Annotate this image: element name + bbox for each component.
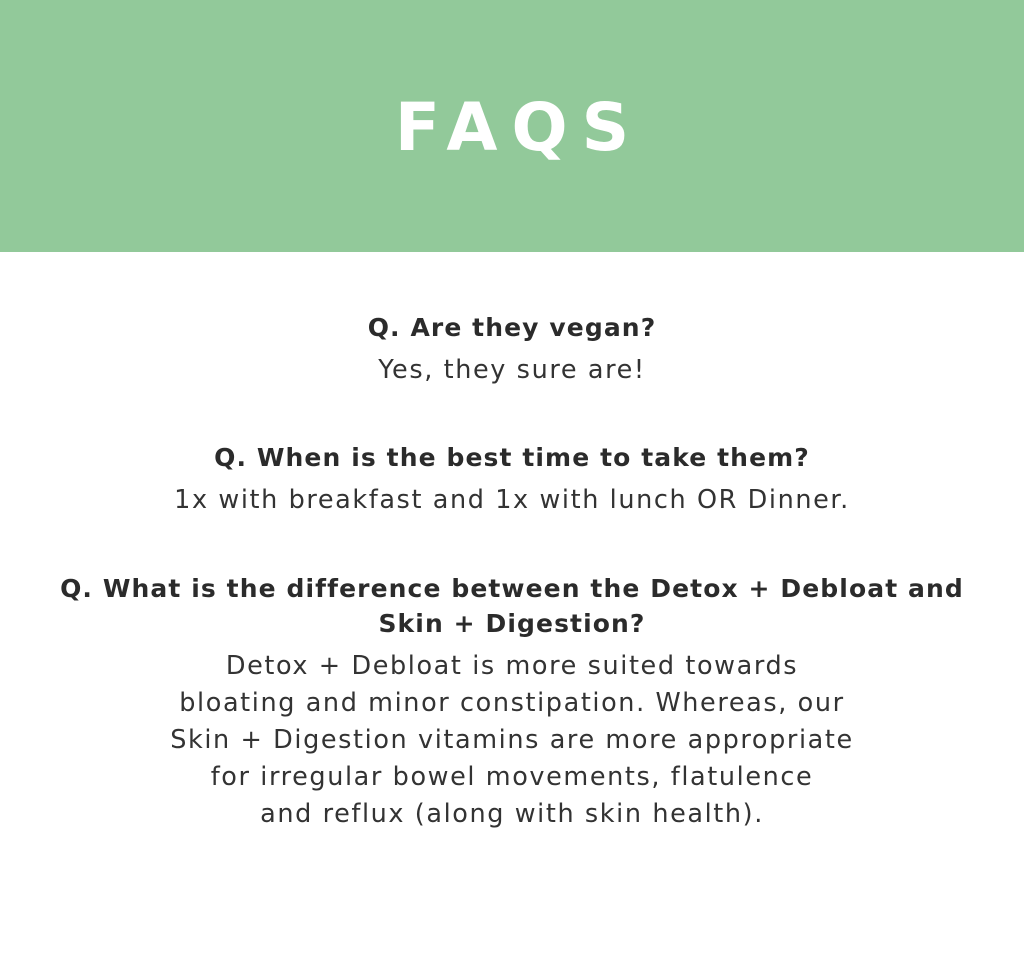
- faq-content: [0, 310, 1024, 833]
- faq-answer-3-line-1: Detox + Debloat is more suited towards: [225, 650, 799, 681]
- faq-answer-3-line-5: and reflux (along with skin health).: [260, 798, 764, 829]
- faq-question-3: [52, 571, 972, 642]
- faq-question-3-line-1: Q. What is the difference between the: [60, 573, 641, 603]
- faq-answer-2-line-1: 1x with breakfast and 1x with lunch OR Dinner.: [174, 484, 850, 515]
- page-title: FAQS: [394, 89, 644, 166]
- faq-question-3-line-2: Detox + Debloat and Skin + Digestion?: [378, 573, 964, 639]
- faq-answer-3-line-3: Skin + Digestion vitamins are more appropriate: [170, 724, 854, 755]
- faq-answer-3-line-2: bloating and minor constipation. Whereas, our: [179, 687, 845, 718]
- page-header: [0, 0, 1024, 252]
- faq-answer-1-line-1: Yes, they sure are!: [378, 354, 646, 385]
- faq-item-3: [52, 571, 972, 833]
- faq-question-2: Q. When is the best time to take them?: [214, 443, 810, 473]
- faq-answer-3-line-4: for irregular bowel movements, flatulence: [210, 761, 814, 792]
- faq-answer-3: [52, 648, 972, 833]
- faq-item-1: [52, 310, 972, 388]
- faq-item-2: [52, 440, 972, 518]
- faq-answer-2: [52, 482, 972, 519]
- faq-answer-1: [52, 352, 972, 389]
- faq-question-1: Q. Are they vegan?: [367, 313, 657, 342]
